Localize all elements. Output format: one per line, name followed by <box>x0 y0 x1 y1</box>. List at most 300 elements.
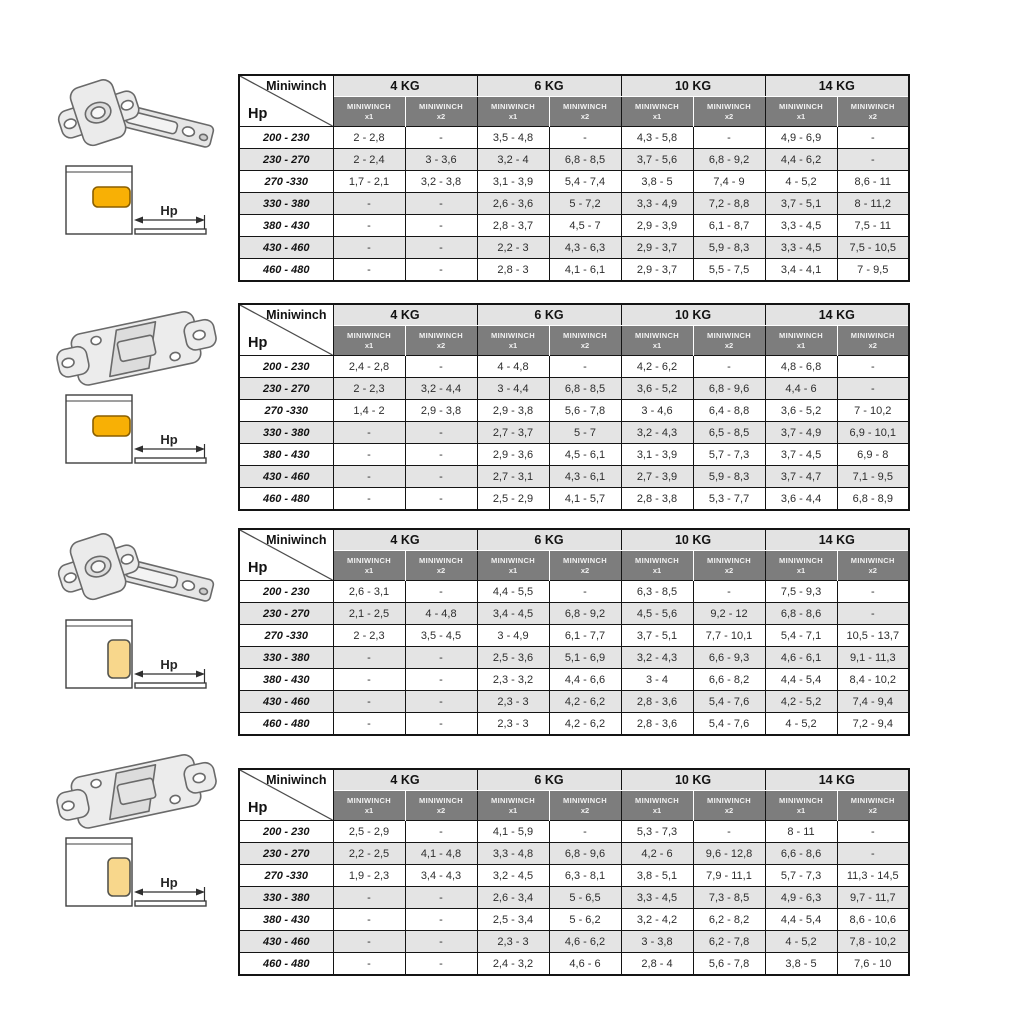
load-range-cell: 4,1 - 5,7 <box>549 488 621 511</box>
load-range-cell: - <box>405 215 477 237</box>
load-range-cell: 4 - 5,2 <box>765 931 837 953</box>
corner-header <box>239 529 333 581</box>
load-range-cell: 5 - 7 <box>549 422 621 444</box>
hp-dimension-label: Hp <box>160 203 178 218</box>
load-range-cell: 3,5 - 4,5 <box>405 625 477 647</box>
load-range-cell: 6,6 - 8,2 <box>693 669 765 691</box>
hp-range-cell: 200 - 230 <box>239 127 333 149</box>
load-range-cell: 2,3 - 3 <box>477 691 549 713</box>
table-row <box>239 669 909 691</box>
plate-hinge-icon <box>53 306 220 390</box>
hp-range-cell: 270 -330 <box>239 171 333 193</box>
load-range-cell: 2,8 - 4 <box>621 953 693 976</box>
corner-miniwinch-label: Miniwinch <box>266 773 327 787</box>
hp-range-cell: 380 - 430 <box>239 669 333 691</box>
table-row <box>239 466 909 488</box>
load-range-cell: 10,5 - 13,7 <box>837 625 909 647</box>
load-range-cell: 6,2 - 7,8 <box>693 931 765 953</box>
load-range-cell: 5 - 6,5 <box>549 887 621 909</box>
kg-group-header: 6 KG <box>477 75 621 97</box>
load-range-cell: 6,6 - 9,3 <box>693 647 765 669</box>
load-range-cell: 3,7 - 5,1 <box>621 625 693 647</box>
load-range-cell: 3,2 - 4,3 <box>621 422 693 444</box>
load-range-cell: 4,4 - 5,5 <box>477 581 549 603</box>
load-range-cell: 1,7 - 2,1 <box>333 171 405 193</box>
load-range-cell: 5,6 - 7,8 <box>549 400 621 422</box>
load-range-cell: 3,8 - 5,1 <box>621 865 693 887</box>
plate-hinge-icon <box>53 749 220 833</box>
corner-hp-label: Hp <box>248 335 268 351</box>
load-range-cell: 5,4 - 7,4 <box>549 171 621 193</box>
load-range-cell: 1,9 - 2,3 <box>333 865 405 887</box>
load-range-cell: 4,4 - 5,4 <box>765 669 837 691</box>
load-range-cell: 6,5 - 8,5 <box>693 422 765 444</box>
load-range-cell: 6,8 - 9,6 <box>549 843 621 865</box>
miniwinch-count-header: MINIWINCH x1 <box>621 551 693 581</box>
table-row <box>239 149 909 171</box>
load-range-cell: 2,8 - 3 <box>477 259 549 282</box>
corner-hp-label: Hp <box>248 106 268 122</box>
load-range-cell: 4,5 - 6,1 <box>549 444 621 466</box>
load-range-cell: - <box>333 887 405 909</box>
load-range-cell: - <box>405 647 477 669</box>
load-range-cell: - <box>549 581 621 603</box>
miniwinch-count-header: MINIWINCH x1 <box>765 791 837 821</box>
load-range-cell: - <box>549 127 621 149</box>
load-range-cell: - <box>333 909 405 931</box>
load-range-cell: - <box>333 215 405 237</box>
miniwinch-count-header: MINIWINCH x1 <box>333 326 405 356</box>
winch-position-block <box>108 640 130 678</box>
load-range-cell: 3,7 - 4,9 <box>765 422 837 444</box>
load-range-cell: 2,7 - 3,1 <box>477 466 549 488</box>
hp-range-cell: 380 - 430 <box>239 909 333 931</box>
load-range-cell: 4,4 - 6,2 <box>765 149 837 171</box>
load-range-cell: 5 - 6,2 <box>549 909 621 931</box>
load-range-cell: 6,2 - 8,2 <box>693 909 765 931</box>
miniwinch-count-header: MINIWINCH x2 <box>693 326 765 356</box>
load-range-cell: 4 - 4,8 <box>405 603 477 625</box>
load-range-cell: 4,2 - 6,2 <box>621 356 693 378</box>
load-range-cell: 7,5 - 10,5 <box>837 237 909 259</box>
load-range-cell: - <box>405 953 477 976</box>
load-range-cell: 5,1 - 6,9 <box>549 647 621 669</box>
load-range-cell: 8,4 - 10,2 <box>837 669 909 691</box>
load-range-cell: - <box>693 356 765 378</box>
load-range-cell: 6,6 - 8,6 <box>765 843 837 865</box>
load-range-cell: 5,4 - 7,1 <box>765 625 837 647</box>
cabinet-hp-diagram <box>66 395 206 463</box>
kg-group-header: 10 KG <box>621 769 765 791</box>
load-range-cell: 2,8 - 3,6 <box>621 713 693 736</box>
miniwinch-count-header: MINIWINCH x1 <box>477 791 549 821</box>
load-range-cell: 3 - 4 <box>621 669 693 691</box>
table-row <box>239 625 909 647</box>
kg-group-header: 14 KG <box>765 529 909 551</box>
winch-position-block <box>93 416 130 436</box>
miniwinch-count-header: MINIWINCH x2 <box>837 791 909 821</box>
load-range-cell: - <box>837 843 909 865</box>
load-range-cell: 5,9 - 8,3 <box>693 466 765 488</box>
load-range-cell: 4,6 - 6 <box>549 953 621 976</box>
miniwinch-count-header: MINIWINCH x2 <box>549 551 621 581</box>
load-range-cell: 7,6 - 10 <box>837 953 909 976</box>
hp-range-cell: 430 - 460 <box>239 466 333 488</box>
miniwinch-count-header: MINIWINCH x2 <box>405 551 477 581</box>
miniwinch-count-header: MINIWINCH x1 <box>477 326 549 356</box>
hp-dimension-label: Hp <box>160 657 178 672</box>
load-range-cell: 2,6 - 3,6 <box>477 193 549 215</box>
load-range-cell: 3,2 - 4,3 <box>621 647 693 669</box>
load-range-cell: - <box>405 713 477 736</box>
load-range-cell: 6,8 - 8,5 <box>549 149 621 171</box>
table-row <box>239 237 909 259</box>
hp-range-cell: 230 - 270 <box>239 378 333 400</box>
load-range-cell: 3,3 - 4,5 <box>765 237 837 259</box>
kg-group-header: 10 KG <box>621 529 765 551</box>
hp-range-cell: 200 - 230 <box>239 821 333 843</box>
miniwinch-spec-section-4 <box>0 764 1024 999</box>
load-range-cell: 4,2 - 6,2 <box>549 713 621 736</box>
load-range-cell: 3,2 - 3,8 <box>405 171 477 193</box>
load-range-cell: - <box>333 193 405 215</box>
corner-header <box>239 769 333 821</box>
miniwinch-count-header: MINIWINCH x1 <box>621 326 693 356</box>
table-slot <box>238 768 910 976</box>
miniwinch-count-header: MINIWINCH x1 <box>621 97 693 127</box>
cabinet-hp-diagram <box>66 620 206 688</box>
load-range-cell: 2,8 - 3,6 <box>621 691 693 713</box>
kg-group-header: 14 KG <box>765 304 909 326</box>
load-range-cell: 5,7 - 7,3 <box>693 444 765 466</box>
table-row <box>239 953 909 976</box>
miniwinch-count-header: MINIWINCH x2 <box>549 326 621 356</box>
load-range-cell: 2,3 - 3 <box>477 931 549 953</box>
load-range-cell: - <box>693 127 765 149</box>
load-range-cell: 6,3 - 8,1 <box>549 865 621 887</box>
hp-range-cell: 200 - 230 <box>239 581 333 603</box>
load-range-cell: 5,6 - 7,8 <box>693 953 765 976</box>
miniwinch-spec-section-2 <box>0 299 1024 534</box>
cabinet-hp-diagram <box>66 838 206 906</box>
load-range-cell: - <box>405 193 477 215</box>
load-range-cell: - <box>333 488 405 511</box>
hp-range-cell: 230 - 270 <box>239 603 333 625</box>
load-range-cell: - <box>333 422 405 444</box>
load-range-cell: - <box>405 691 477 713</box>
hp-dimension-label: Hp <box>160 875 178 890</box>
load-range-cell: 4,1 - 6,1 <box>549 259 621 282</box>
load-range-cell: 2,9 - 3,6 <box>477 444 549 466</box>
load-range-cell: 9,6 - 12,8 <box>693 843 765 865</box>
load-range-cell: - <box>405 931 477 953</box>
hinge-cabinet-illustration <box>40 524 230 724</box>
load-range-cell: 3,2 - 4,2 <box>621 909 693 931</box>
miniwinch-spec-section-3 <box>0 524 1024 759</box>
hp-dimension-label: Hp <box>160 432 178 447</box>
load-range-cell: 4,1 - 4,8 <box>405 843 477 865</box>
miniwinch-count-header: MINIWINCH x2 <box>549 791 621 821</box>
miniwinch-count-header: MINIWINCH x2 <box>837 551 909 581</box>
load-range-cell: 3,8 - 5 <box>621 171 693 193</box>
load-range-cell: 3,4 - 4,5 <box>477 603 549 625</box>
table-row <box>239 488 909 511</box>
load-range-cell: 7,3 - 8,5 <box>693 887 765 909</box>
load-range-cell: - <box>405 444 477 466</box>
corner-header <box>239 304 333 356</box>
load-range-cell: 3,4 - 4,1 <box>765 259 837 282</box>
load-range-cell: 2,5 - 2,9 <box>333 821 405 843</box>
load-range-cell: 9,1 - 11,3 <box>837 647 909 669</box>
load-range-cell: 3 - 4,6 <box>621 400 693 422</box>
load-range-cell: 2 - 2,8 <box>333 127 405 149</box>
load-range-cell: 3,6 - 5,2 <box>621 378 693 400</box>
load-range-cell: 3 - 3,8 <box>621 931 693 953</box>
load-range-cell: 6,8 - 8,9 <box>837 488 909 511</box>
load-range-cell: 3,3 - 4,8 <box>477 843 549 865</box>
load-range-cell: 6,8 - 9,2 <box>549 603 621 625</box>
load-range-cell: 3,8 - 5 <box>765 953 837 976</box>
miniwinch-count-header: MINIWINCH x2 <box>405 791 477 821</box>
hp-range-cell: 460 - 480 <box>239 259 333 282</box>
table-row <box>239 647 909 669</box>
load-range-cell: 2 - 2,4 <box>333 149 405 171</box>
load-range-cell: 7,1 - 9,5 <box>837 466 909 488</box>
hinge-cabinet-illustration <box>40 299 230 499</box>
table-row <box>239 444 909 466</box>
load-range-cell: 3,1 - 3,9 <box>621 444 693 466</box>
load-range-cell: 2,7 - 3,7 <box>477 422 549 444</box>
load-range-cell: 5,4 - 7,6 <box>693 691 765 713</box>
hp-range-cell: 460 - 480 <box>239 488 333 511</box>
corner-hp-label: Hp <box>248 560 268 576</box>
table-slot <box>238 528 910 736</box>
load-range-cell: 5,3 - 7,7 <box>693 488 765 511</box>
load-range-cell: 3,3 - 4,5 <box>621 887 693 909</box>
table-row <box>239 422 909 444</box>
table-row <box>239 356 909 378</box>
load-range-cell: 5,9 - 8,3 <box>693 237 765 259</box>
hp-range-cell: 330 - 380 <box>239 422 333 444</box>
hp-range-cell: 380 - 430 <box>239 215 333 237</box>
load-range-cell: 5,5 - 7,5 <box>693 259 765 282</box>
load-range-cell: 3,2 - 4 <box>477 149 549 171</box>
kg-group-header: 6 KG <box>477 304 621 326</box>
load-range-cell: - <box>837 149 909 171</box>
load-range-cell: - <box>333 259 405 282</box>
load-range-cell: - <box>333 647 405 669</box>
load-range-cell: 2,4 - 2,8 <box>333 356 405 378</box>
load-range-cell: 4,6 - 6,2 <box>549 931 621 953</box>
load-range-cell: 7,2 - 9,4 <box>837 713 909 736</box>
load-range-cell: - <box>405 581 477 603</box>
load-range-cell: 7,7 - 10,1 <box>693 625 765 647</box>
hp-range-cell: 270 -330 <box>239 865 333 887</box>
kg-group-header: 6 KG <box>477 529 621 551</box>
load-range-cell: 4,4 - 6,6 <box>549 669 621 691</box>
miniwinch-count-header: MINIWINCH x2 <box>405 97 477 127</box>
table-row <box>239 193 909 215</box>
load-capacity-table <box>238 74 910 282</box>
load-range-cell: 4,3 - 5,8 <box>621 127 693 149</box>
corner-header <box>239 75 333 127</box>
load-range-cell: 2,9 - 3,9 <box>621 215 693 237</box>
hp-range-cell: 230 - 270 <box>239 843 333 865</box>
miniwinch-count-header: MINIWINCH x2 <box>693 791 765 821</box>
load-range-cell: 5,3 - 7,3 <box>621 821 693 843</box>
load-range-cell: 2,8 - 3,8 <box>621 488 693 511</box>
kg-group-header: 4 KG <box>333 769 477 791</box>
load-range-cell: 4,5 - 7 <box>549 215 621 237</box>
load-range-cell: - <box>405 821 477 843</box>
hp-range-cell: 270 -330 <box>239 400 333 422</box>
load-range-cell: 2,9 - 3,7 <box>621 237 693 259</box>
load-range-cell: - <box>405 669 477 691</box>
load-range-cell: - <box>837 821 909 843</box>
load-range-cell: 6,1 - 8,7 <box>693 215 765 237</box>
hp-range-cell: 380 - 430 <box>239 444 333 466</box>
miniwinch-count-header: MINIWINCH x1 <box>765 97 837 127</box>
load-range-cell: 3,7 - 4,7 <box>765 466 837 488</box>
miniwinch-spec-section-1 <box>0 70 1024 305</box>
table-row <box>239 215 909 237</box>
load-range-cell: - <box>405 422 477 444</box>
load-range-cell: 4,5 - 5,6 <box>621 603 693 625</box>
load-range-cell: 2,9 - 3,8 <box>405 400 477 422</box>
table-row <box>239 909 909 931</box>
load-range-cell: 4,2 - 6 <box>621 843 693 865</box>
load-range-cell: 2,3 - 3,2 <box>477 669 549 691</box>
load-range-cell: - <box>693 821 765 843</box>
hp-range-cell: 330 - 380 <box>239 193 333 215</box>
hp-range-cell: 460 - 480 <box>239 953 333 976</box>
load-range-cell: - <box>549 821 621 843</box>
table-row <box>239 887 909 909</box>
load-range-cell: 3,2 - 4,4 <box>405 378 477 400</box>
table-row <box>239 603 909 625</box>
load-range-cell: 6,9 - 8 <box>837 444 909 466</box>
load-range-cell: - <box>333 444 405 466</box>
miniwinch-count-header: MINIWINCH x2 <box>405 326 477 356</box>
load-range-cell: 4 - 4,8 <box>477 356 549 378</box>
load-range-cell: 2,4 - 3,2 <box>477 953 549 976</box>
load-range-cell: - <box>405 259 477 282</box>
load-range-cell: 2 - 2,3 <box>333 625 405 647</box>
kg-group-header: 10 KG <box>621 304 765 326</box>
load-capacity-table <box>238 768 910 976</box>
load-range-cell: 2,6 - 3,1 <box>333 581 405 603</box>
load-range-cell: 2,9 - 3,8 <box>477 400 549 422</box>
load-range-cell: 6,3 - 8,5 <box>621 581 693 603</box>
load-range-cell: 2,5 - 2,9 <box>477 488 549 511</box>
cup-hinge-icon <box>51 526 215 608</box>
miniwinch-count-header: MINIWINCH x1 <box>477 97 549 127</box>
load-range-cell: 8 - 11,2 <box>837 193 909 215</box>
load-range-cell: 8 - 11 <box>765 821 837 843</box>
load-range-cell: 4 - 5,2 <box>765 171 837 193</box>
load-range-cell: 4,2 - 6,2 <box>549 691 621 713</box>
load-range-cell: 4,1 - 5,9 <box>477 821 549 843</box>
miniwinch-count-header: MINIWINCH x2 <box>837 97 909 127</box>
miniwinch-count-header: MINIWINCH x2 <box>693 97 765 127</box>
miniwinch-count-header: MINIWINCH x2 <box>693 551 765 581</box>
miniwinch-count-header: MINIWINCH x1 <box>765 326 837 356</box>
load-range-cell: 7,4 - 9,4 <box>837 691 909 713</box>
load-range-cell: - <box>405 356 477 378</box>
load-range-cell: 7,2 - 8,8 <box>693 193 765 215</box>
table-row <box>239 713 909 736</box>
load-range-cell: 4,9 - 6,9 <box>765 127 837 149</box>
load-range-cell: 2,5 - 3,6 <box>477 647 549 669</box>
load-range-cell: - <box>333 713 405 736</box>
miniwinch-count-header: MINIWINCH x2 <box>549 97 621 127</box>
load-range-cell: 4,8 - 6,8 <box>765 356 837 378</box>
table-row <box>239 691 909 713</box>
load-range-cell: 7,5 - 11 <box>837 215 909 237</box>
load-range-cell: - <box>837 378 909 400</box>
hp-range-cell: 270 -330 <box>239 625 333 647</box>
corner-miniwinch-label: Miniwinch <box>266 79 327 93</box>
table-row <box>239 400 909 422</box>
load-range-cell: - <box>333 237 405 259</box>
load-range-cell: 3,3 - 4,5 <box>765 215 837 237</box>
miniwinch-count-header: MINIWINCH x1 <box>333 791 405 821</box>
load-range-cell: - <box>837 356 909 378</box>
miniwinch-count-header: MINIWINCH x1 <box>477 551 549 581</box>
load-range-cell: 3,7 - 5,6 <box>621 149 693 171</box>
table-row <box>239 865 909 887</box>
load-range-cell: - <box>405 127 477 149</box>
load-range-cell: - <box>333 953 405 976</box>
load-range-cell: - <box>405 909 477 931</box>
table-row <box>239 843 909 865</box>
corner-miniwinch-label: Miniwinch <box>266 308 327 322</box>
winch-position-block <box>108 858 130 896</box>
load-capacity-table <box>238 528 910 736</box>
table-row <box>239 581 909 603</box>
load-range-cell: 6,8 - 8,6 <box>765 603 837 625</box>
load-range-cell: - <box>405 488 477 511</box>
load-range-cell: 2,5 - 3,4 <box>477 909 549 931</box>
table-row <box>239 259 909 282</box>
hp-range-cell: 200 - 230 <box>239 356 333 378</box>
hp-range-cell: 430 - 460 <box>239 237 333 259</box>
load-range-cell: 6,8 - 8,5 <box>549 378 621 400</box>
load-range-cell: - <box>405 237 477 259</box>
load-range-cell: 3,7 - 5,1 <box>765 193 837 215</box>
load-range-cell: 6,8 - 9,6 <box>693 378 765 400</box>
load-range-cell: 2,3 - 3 <box>477 713 549 736</box>
load-range-cell: 7,8 - 10,2 <box>837 931 909 953</box>
load-range-cell: 6,9 - 10,1 <box>837 422 909 444</box>
table-slot <box>238 74 910 282</box>
load-range-cell: 2,6 - 3,4 <box>477 887 549 909</box>
load-range-cell: - <box>837 581 909 603</box>
load-range-cell: - <box>333 931 405 953</box>
table-slot <box>238 303 910 511</box>
load-range-cell: 7,9 - 11,1 <box>693 865 765 887</box>
miniwinch-count-header: MINIWINCH x1 <box>333 97 405 127</box>
load-range-cell: 7 - 9,5 <box>837 259 909 282</box>
table-row <box>239 378 909 400</box>
load-range-cell: - <box>837 603 909 625</box>
kg-group-header: 4 KG <box>333 529 477 551</box>
hp-range-cell: 230 - 270 <box>239 149 333 171</box>
load-range-cell: 9,2 - 12 <box>693 603 765 625</box>
load-range-cell: 2 - 2,3 <box>333 378 405 400</box>
hp-range-cell: 430 - 460 <box>239 931 333 953</box>
load-range-cell: 4,4 - 5,4 <box>765 909 837 931</box>
